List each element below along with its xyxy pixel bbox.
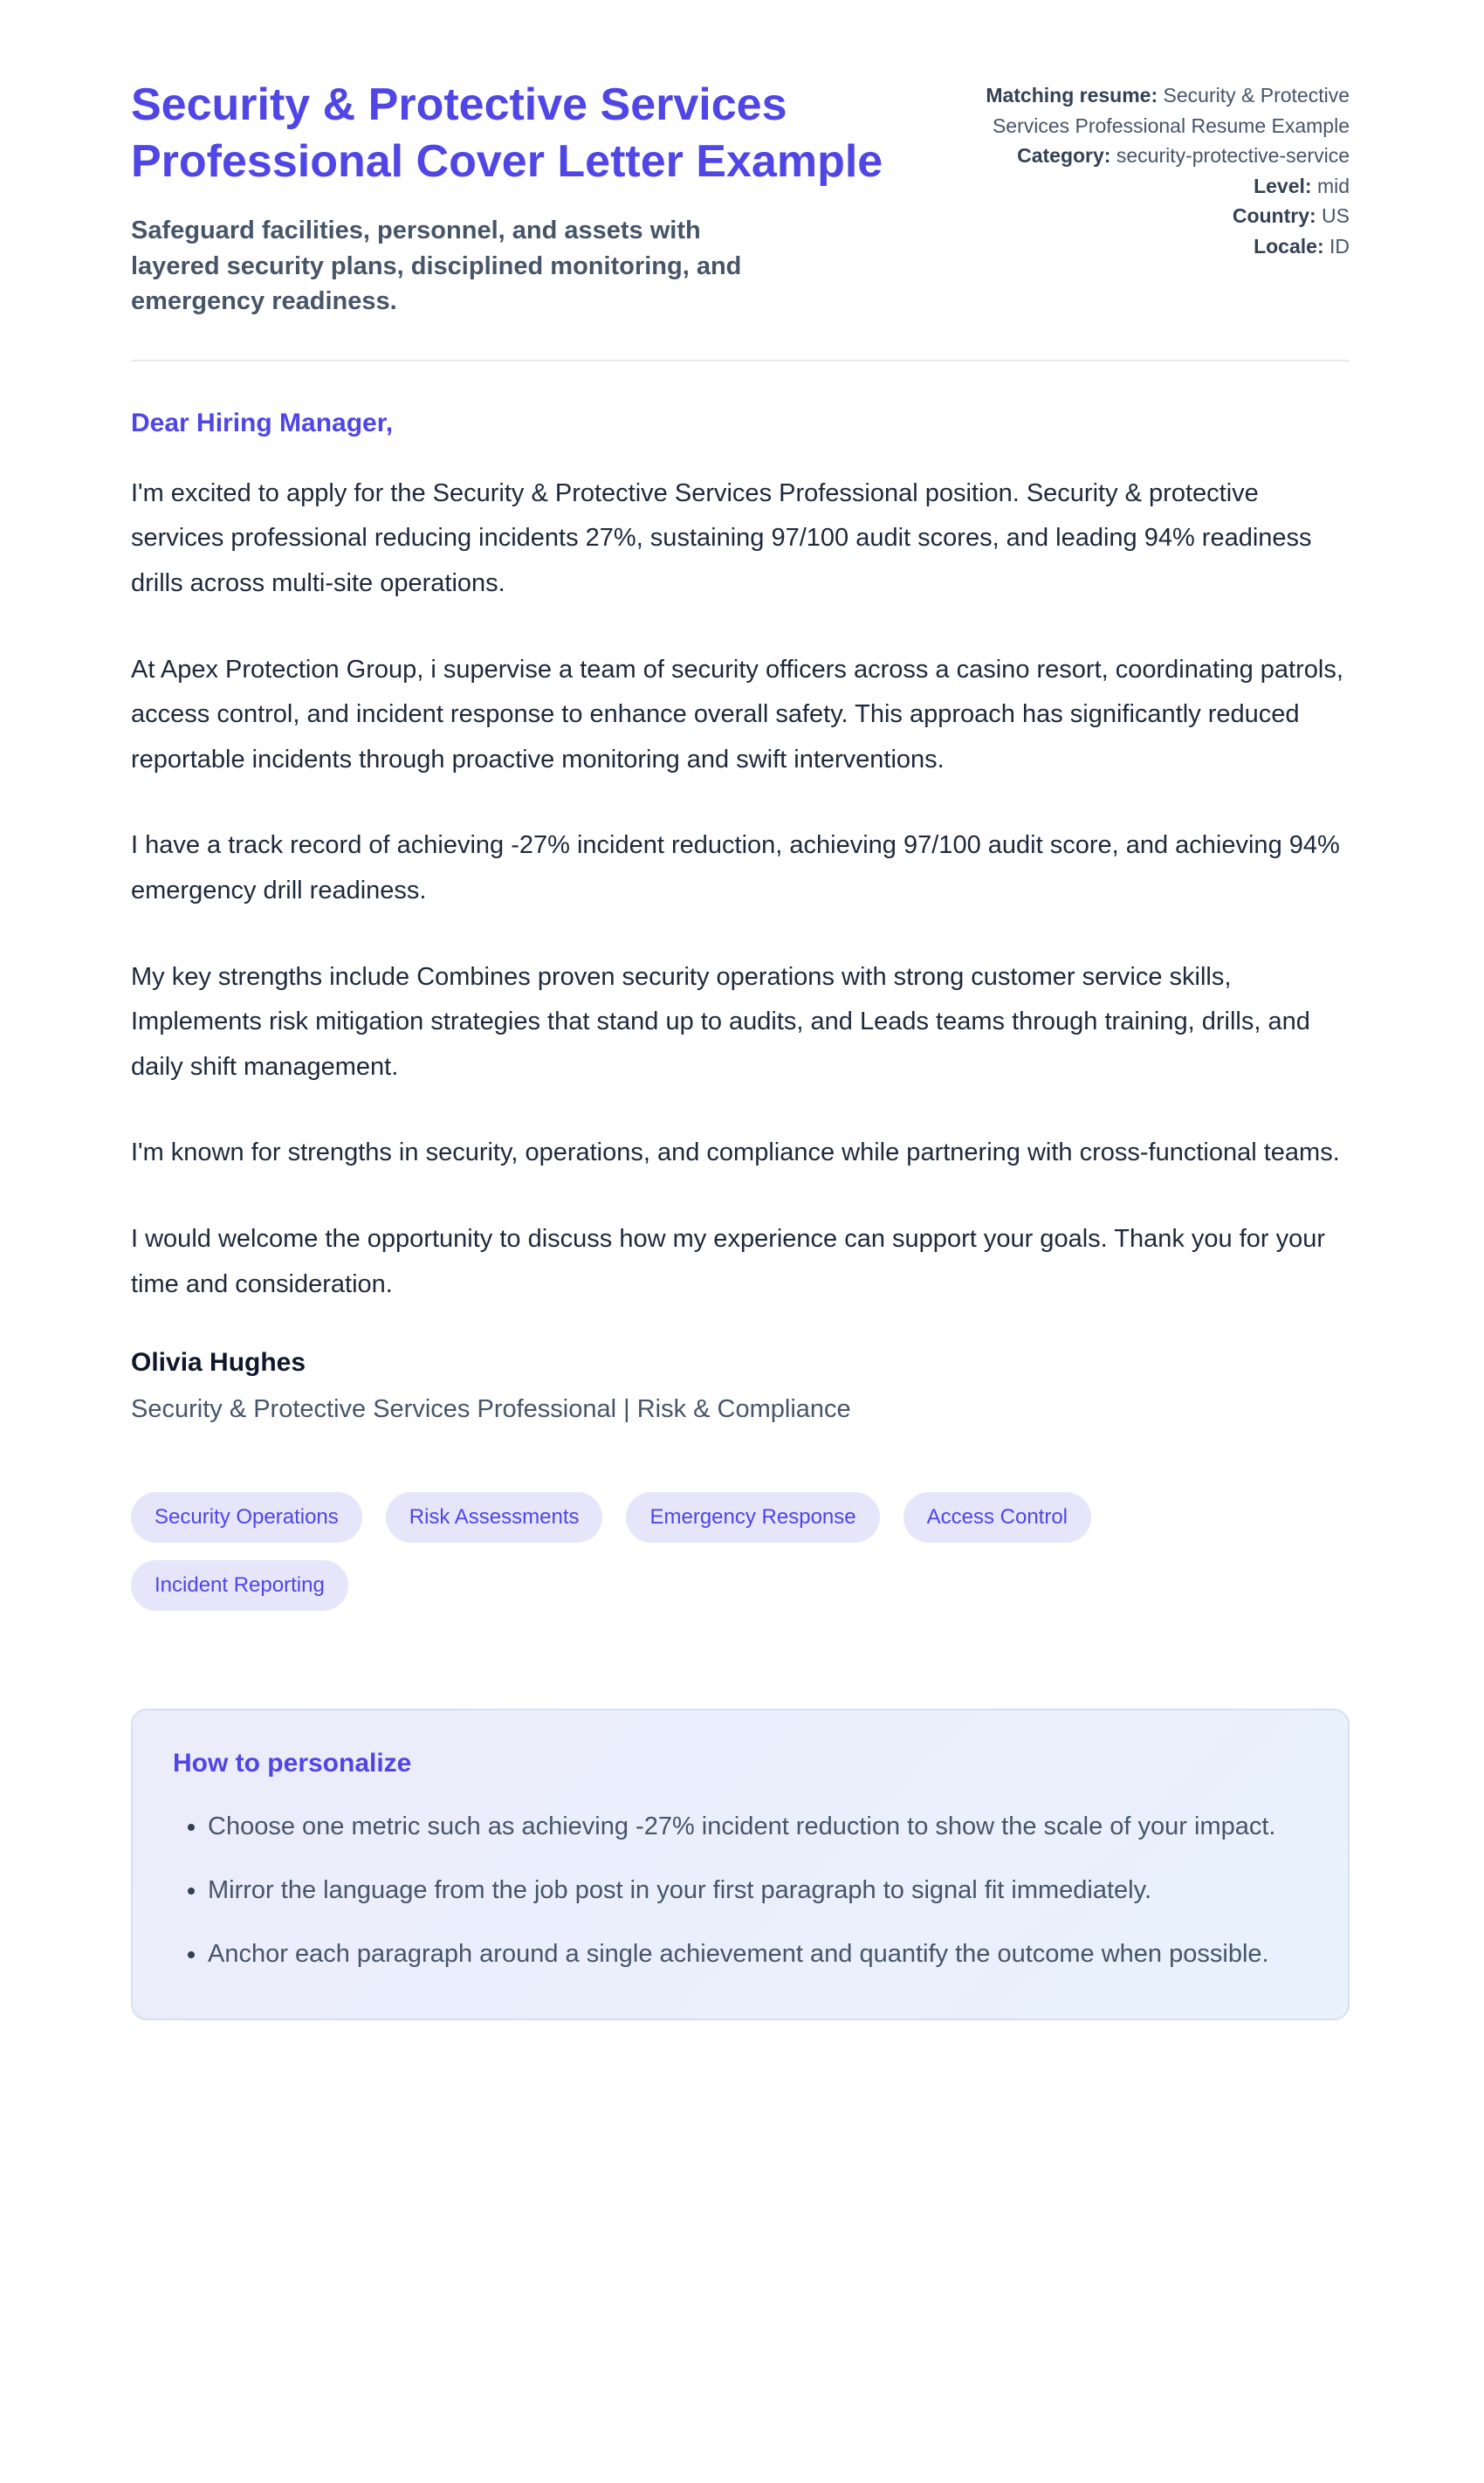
meta-label: Level: xyxy=(1254,174,1312,197)
meta-label: Country: xyxy=(1232,204,1316,227)
personalize-tip-item: • Mirror the language from the job post in your first paragraph to signal fit immediately. xyxy=(208,1868,1304,1913)
meta-row xyxy=(972,80,1350,141)
personalize-heading: How to personalize xyxy=(173,1749,412,1778)
meta-label: Matching resume: xyxy=(986,84,1158,107)
skill-tag-pill: Access Control xyxy=(903,1492,1091,1543)
letter-paragraph: At Apex Protection Group, i supervise a team of security officers across a casino resort, coordinating patrols, access control, and incident response to enhance overall safety. This approach has significantly reduced reportable incidents through proactive monitoring and swift interventions. xyxy=(131,655,1343,774)
letter-paragraph: My key strengths include Combines proven security operations with strong customer service skills, Implements risk mitigation strategies that stand up to audits, and Leads teams through training, drills, and daily shift management. xyxy=(131,962,1310,1081)
page-title: Security & Protective Services Professional Cover Letter Example xyxy=(131,79,883,187)
skill-tags xyxy=(131,1492,1135,1611)
meta-row xyxy=(972,171,1350,202)
page-header xyxy=(131,77,1350,320)
skill-tag-pill: Security Operations xyxy=(131,1492,362,1543)
letter-body xyxy=(131,409,1350,1425)
skill-tag-pill: Risk Assessments xyxy=(386,1492,603,1543)
salutation: Dear Hiring Manager, xyxy=(131,408,394,437)
header-divider xyxy=(131,360,1350,361)
signature-name: Olivia Hughes xyxy=(131,1348,306,1378)
meta-label: Locale: xyxy=(1254,234,1324,258)
letter-paragraph: I would welcome the opportunity to discuss how my experience can support your goals. Thank you for your time and consideration. xyxy=(131,1225,1326,1298)
letter-paragraph: I have a track record of achieving -27% incident reduction, achieving 97/100 audit score, and achieving 94% emergency drill readiness. xyxy=(131,831,1340,905)
skill-tag-pill: Incident Reporting xyxy=(131,1560,348,1611)
signature-title: Security & Protective Services Professional | Risk & Compliance xyxy=(131,1395,851,1424)
title-column xyxy=(131,77,960,320)
personalize-tip-item: • Choose one metric such as achieving -27% incident reduction to show the scale of your impact. xyxy=(208,1805,1304,1849)
letter-paragraph: I'm known for strengths in security, operations, and compliance while partnering with cross-functional teams. xyxy=(131,1138,1340,1167)
personalize-tip-box xyxy=(131,1709,1350,2019)
page-subtitle: Safeguard facilities, personnel, and assets with layered security plans, disciplined monitoring, and emergency readiness. xyxy=(131,217,742,316)
letter-paragraph: I'm excited to apply for the Security & Protective Services Professional position. Security & protective services professional reducing incidents 27%, sustaining 97/100 audit scores, and leading 94% readiness drills across multi-site operations. xyxy=(131,478,1312,597)
meta-value: mid xyxy=(1316,174,1350,197)
meta-row xyxy=(972,201,1350,231)
resume-meta xyxy=(972,77,1350,261)
meta-value: US xyxy=(1322,204,1350,227)
meta-value: Security & Protective Services Professional Resume Example xyxy=(992,84,1350,137)
skill-tag-pill: Emergency Response xyxy=(626,1492,879,1543)
meta-label: Category: xyxy=(1017,144,1111,167)
meta-row xyxy=(972,141,1350,171)
letter-paragraphs xyxy=(131,471,1350,1308)
personalize-tip-list xyxy=(173,1805,1304,1976)
meta-value: ID xyxy=(1329,234,1350,258)
personalize-tip-item: • Anchor each paragraph around a single achievement and quantify the outcome when possible. xyxy=(208,1932,1304,1977)
meta-row xyxy=(972,231,1350,262)
meta-value: security-protective-service xyxy=(1116,144,1350,167)
